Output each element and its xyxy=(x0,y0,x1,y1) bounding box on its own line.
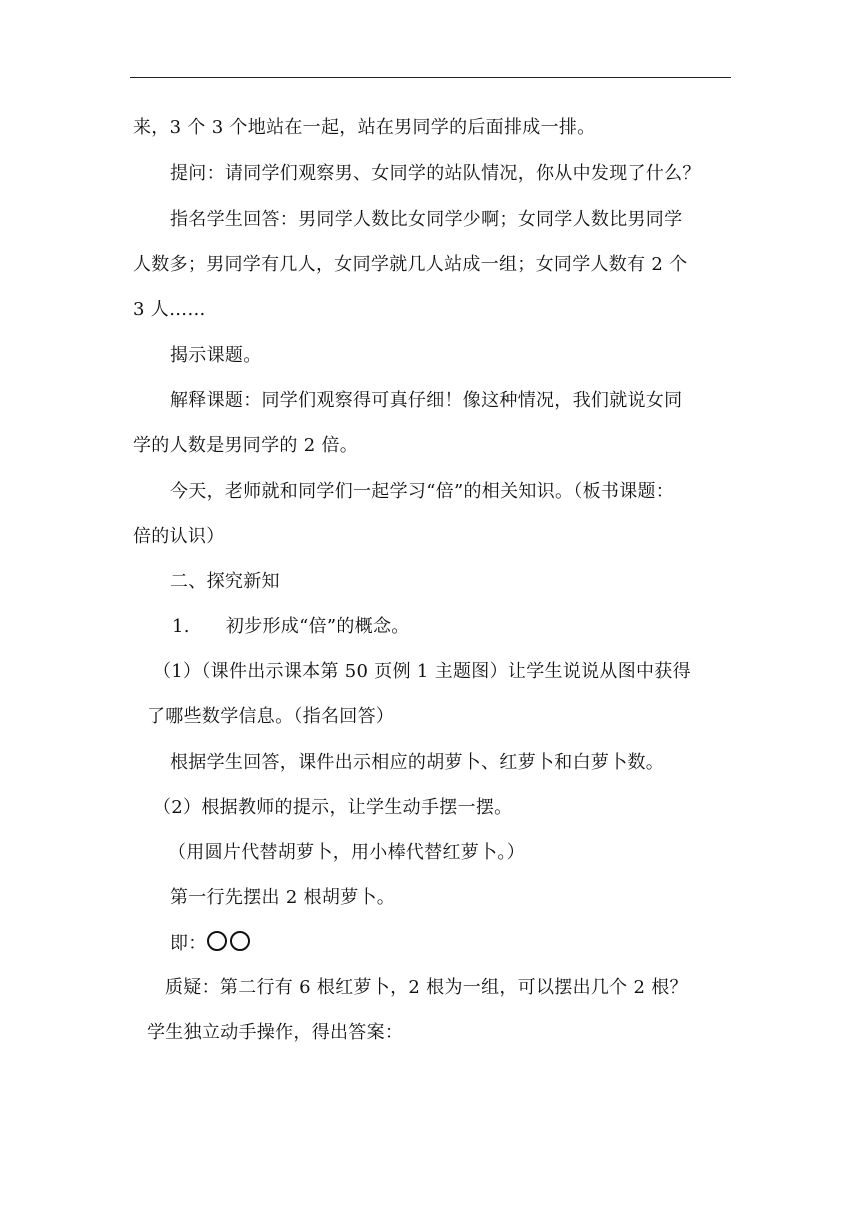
paragraph-line: 揭示课题。 xyxy=(170,345,262,366)
paragraph-line: （2）根据教师的提示，让学生动手摆一摆。 xyxy=(153,797,513,818)
circle-icon xyxy=(207,931,227,951)
paragraph-line: 质疑：第二行有 6 根红萝卜，2 根为一组，可以摆出几个 2 根？ xyxy=(165,977,688,998)
section-heading: 二、探究新知 xyxy=(170,571,280,592)
paragraph-line: 解释课题：同学们观察得可真仔细！像这种情况，我们就说女同 xyxy=(170,390,683,411)
paragraph-line: 指名学生回答：男同学人数比女同学少啊；女同学人数比男同学 xyxy=(170,209,683,230)
numbered-heading: 1. 初步形成“倍”的概念。 xyxy=(172,616,410,637)
paragraph-line: 学生独立动手操作，得出答案： xyxy=(147,1022,404,1043)
header-rule xyxy=(130,77,731,78)
paragraph-line: 学的人数是男同学的 2 倍。 xyxy=(133,435,359,456)
paragraph-line: （用圆片代替胡萝卜，用小棒代替红萝卜。） xyxy=(168,842,525,863)
paragraph-line: 根据学生回答，课件出示相应的胡萝卜、红萝卜和白萝卜数。 xyxy=(170,752,665,773)
paragraph-line: 来，3 个 3 个地站在一起，站在男同学的后面排成一排。 xyxy=(133,117,596,138)
circles-label: 即： xyxy=(170,933,207,954)
paragraph-line: 今天，老师就和同学们一起学习“倍”的相关知识。（板书课题： xyxy=(170,481,675,502)
paragraph-line: 第一行先摆出 2 根胡萝卜。 xyxy=(170,887,396,908)
circles-line xyxy=(170,931,253,956)
paragraph-line: 人数多；男同学有几人，女同学就几人站成一组；女同学人数有 2 个 xyxy=(133,254,688,275)
paragraph-line: 倍的认识） xyxy=(133,526,225,547)
paragraph-line: 了哪些数学信息。（指名回答） xyxy=(147,706,395,727)
paragraph-line: 3 人…… xyxy=(133,299,206,320)
circle-icon xyxy=(230,931,250,951)
paragraph-line: （1）（课件出示课本第 50 页例 1 主题图）让学生说说从图中获得 xyxy=(153,661,691,682)
paragraph-line: 提问：请同学们观察男、女同学的站队情况，你从中发现了什么？ xyxy=(170,163,701,184)
